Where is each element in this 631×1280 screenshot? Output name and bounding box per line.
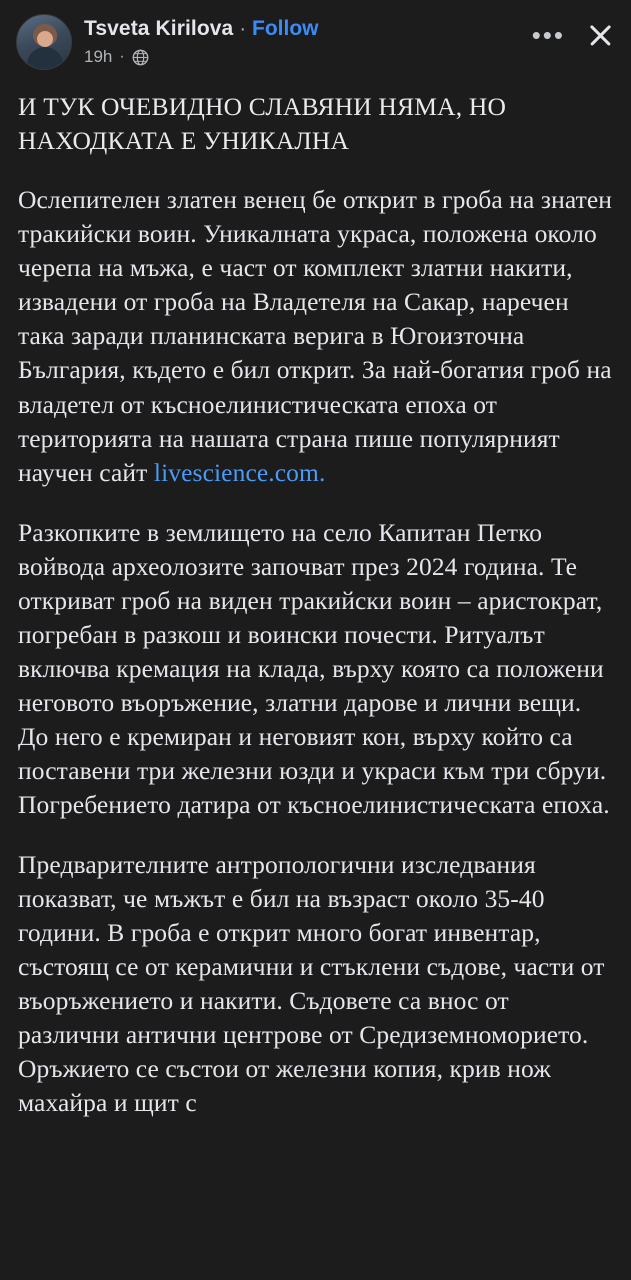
author-block	[84, 14, 520, 67]
ellipsis-icon[interactable]: •••	[531, 20, 565, 50]
close-icon[interactable]	[585, 20, 615, 50]
avatar-image	[16, 14, 72, 70]
page-title: И ТУК ОЧЕВИДНО СЛАВЯНИ НЯМА, НО НАХОДКАТА Е УНИКАЛНА	[18, 92, 507, 155]
timestamp[interactable]: 19h	[84, 47, 113, 67]
paragraph-1-text: Ослепителен златен венец бе открит в гроба на знатен тракийски воин. Уникалната украса, положена около черепа на мъжа, е част от комплект златни накити, извадени от гроба на Владетеля на Сакар, наречен така заради планинската верига в Югоизточна България, където е бил открит. За най-богатия гроб на владетел от късноелинистическата епоха от територията на нашата страна пише популярният научен сайт	[18, 185, 612, 487]
post-paragraph-2: Разкопките в землището на село Капитан Петко войвода археолозите започват през 2024 година. Те откриват гроб на виден тракийски воин – аристократ, погребан в разкош и воински почести. Ритуалът включва кремация на клада, върху която са положени неговото въоръжение, златни дарове и лични вещи. До него е кремиран и неговият кон, върху който са поставени три железни юзди и украси към три сбруи. Погребението датира от късноелинистическата епоха.	[18, 517, 610, 819]
post-paragraph-1	[18, 183, 613, 489]
livescience-link[interactable]: livescience.com.	[153, 457, 326, 487]
meta-separator: ·	[119, 48, 125, 66]
post-body	[0, 76, 631, 1280]
post-header	[0, 0, 631, 76]
avatar-face	[37, 31, 53, 47]
header-actions	[532, 14, 615, 50]
post-paragraph-3: Предварителните антропологични изследвания показват, че мъжът е бил на възраст около 35-40 години. В гроба е открит много богат инвентар, състоящ се от керамични и стъклени съдове, части от въоръжението и накити. Съдовете са внос от различни антични центрове от Средиземноморието. Оръжието се състои от железни копия, крив нож махайра и щит с	[18, 849, 605, 1118]
author-name[interactable]: Tsveta Kirilova	[84, 17, 234, 40]
avatar[interactable]	[16, 14, 72, 70]
follow-button[interactable]: Follow	[252, 17, 319, 40]
post-meta	[84, 47, 520, 67]
name-separator: ·	[239, 17, 247, 40]
author-row	[84, 16, 520, 41]
globe-icon[interactable]	[132, 49, 149, 66]
